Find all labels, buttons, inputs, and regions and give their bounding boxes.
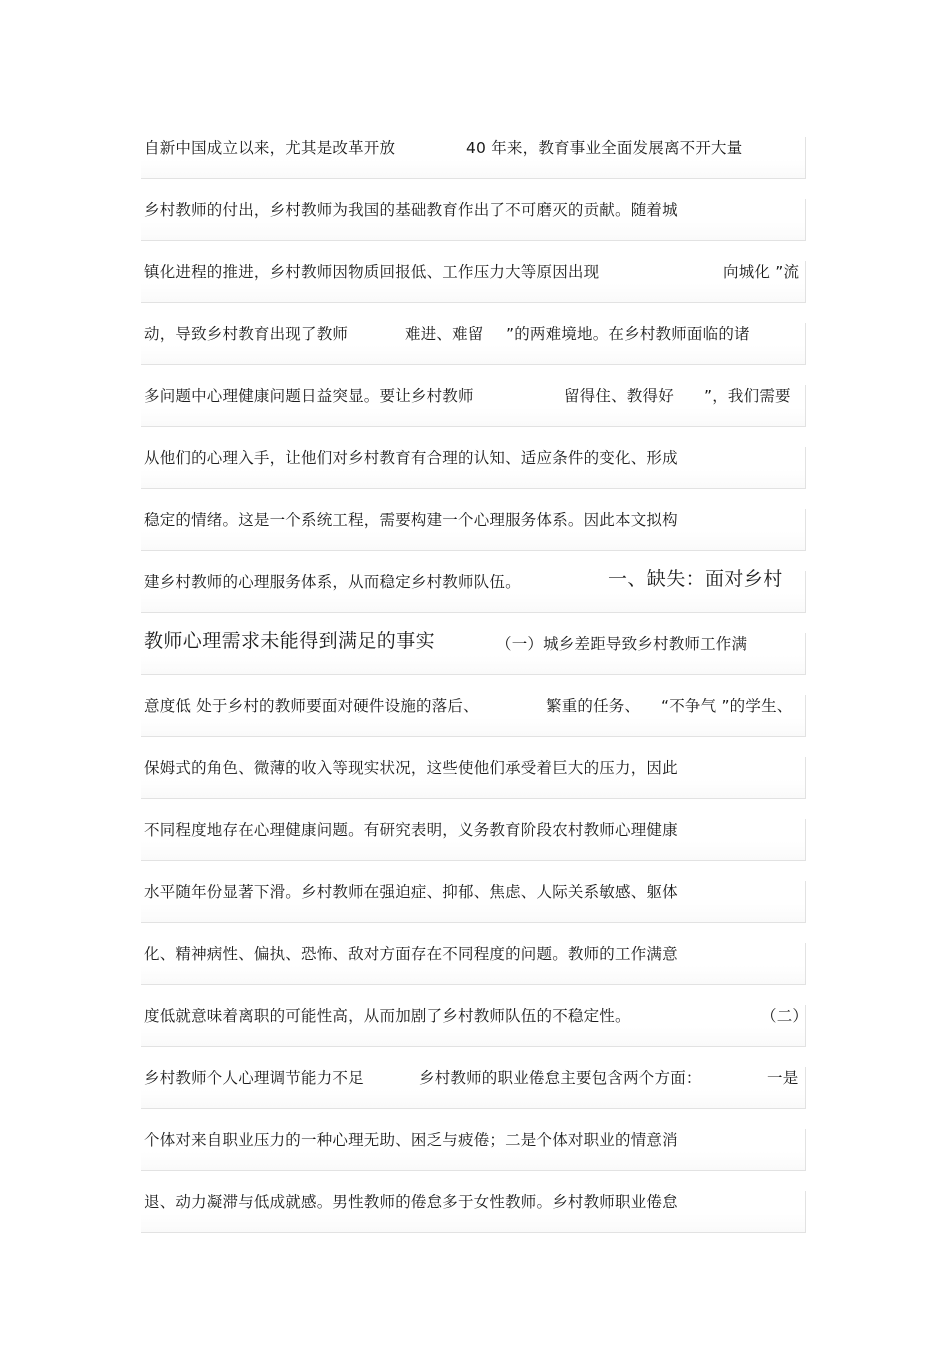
text-segment: 水平随年份显著下滑。乡村教师在强迫症、抑郁、焦虑、人际关系敏感、躯体: [144, 883, 678, 901]
text-line: [141, 757, 806, 799]
text-line: [141, 943, 806, 985]
text-segment: 向城化 ”流: [723, 263, 800, 281]
text-segment: 乡村教师的付出，乡村教师为我国的基础教育作出了不可磨灭的贡献。随着城: [144, 201, 678, 219]
text-segment: 度低就意味着离职的可能性高，从而加剧了乡村教师队伍的不稳定性。: [144, 1007, 631, 1025]
text-segment: ”的两难境地。在乡村教师面临的诸: [506, 325, 750, 343]
text-segment: 稳定的情绪。这是一个系统工程，需要构建一个心理服务体系。因此本文拟构: [144, 511, 678, 529]
text-segment: 退、动力凝滞与低成就感。男性教师的倦怠多于女性教师。乡村教师职业倦怠: [144, 1193, 678, 1211]
text-segment: 动，导致乡村教育出现了教师: [144, 325, 349, 343]
text-segment: 意度低 处于乡村的教师要面对硬件设施的落后、: [144, 697, 479, 715]
text-segment: 个体对来自职业压力的一种心理无助、困乏与疲倦；二是个体对职业的情意消: [144, 1131, 678, 1149]
text-line: [141, 509, 806, 551]
subsection-heading: （二）: [761, 1007, 809, 1025]
text-segment: 保姆式的角色、微薄的收入等现实状况，这些使他们承受着巨大的压力，因此: [144, 759, 678, 777]
text-segment: 难进、难留: [405, 325, 484, 343]
text-segment: 不同程度地存在心理健康问题。有研究表明，义务教育阶段农村教师心理健康: [144, 821, 678, 839]
section-heading: 一、缺失：面对乡村: [608, 568, 783, 590]
text-segment: 多问题中心理健康问题日益突显。要让乡村教师: [144, 387, 474, 405]
text-line: [141, 1129, 806, 1171]
text-segment: 一是: [767, 1069, 799, 1087]
text-line: [141, 137, 806, 179]
text-line: [141, 819, 806, 861]
text-segment: 乡村教师的职业倦怠主要包含两个方面：: [419, 1069, 702, 1087]
text-line: [141, 1067, 806, 1109]
text-line: [141, 261, 806, 303]
text-line: [141, 630, 806, 675]
text-line: [141, 1191, 806, 1233]
text-line: [141, 1005, 809, 1047]
text-segment: “不争气 ”的学生、: [661, 697, 793, 715]
text-segment: ”，我们需要: [704, 387, 791, 405]
text-segment: 化、精神病性、偏执、恐怖、敌对方面存在不同程度的问题。教师的工作满意: [144, 945, 678, 963]
text-segment: 40 年来，教育事业全面发展离不开大量: [466, 139, 743, 157]
section-heading: 教师心理需求未能得到满足的事实: [144, 630, 436, 652]
text-segment: 建乡村教师的心理服务体系，从而稳定乡村教师队伍。: [144, 573, 521, 591]
text-line: [141, 568, 806, 613]
text-line: [141, 385, 806, 427]
text-line: [141, 881, 806, 923]
text-segment: 留得住、教得好: [564, 387, 674, 405]
text-segment: 繁重的任务、: [546, 697, 641, 715]
text-segment: 镇化进程的推进，乡村教师因物质回报低、工作压力大等原因出现: [144, 263, 600, 281]
text-line: [141, 323, 806, 365]
text-segment: 自新中国成立以来，尤其是改革开放: [144, 139, 396, 157]
subsection-heading: 乡村教师个人心理调节能力不足: [144, 1069, 364, 1087]
text-line: [141, 199, 806, 241]
subsection-heading: （一）城乡差距导致乡村教师工作满: [496, 635, 748, 653]
text-line: [141, 447, 806, 489]
text-line: [141, 695, 806, 737]
text-segment: 从他们的心理入手，让他们对乡村教育有合理的认知、适应条件的变化、形成: [144, 449, 678, 467]
